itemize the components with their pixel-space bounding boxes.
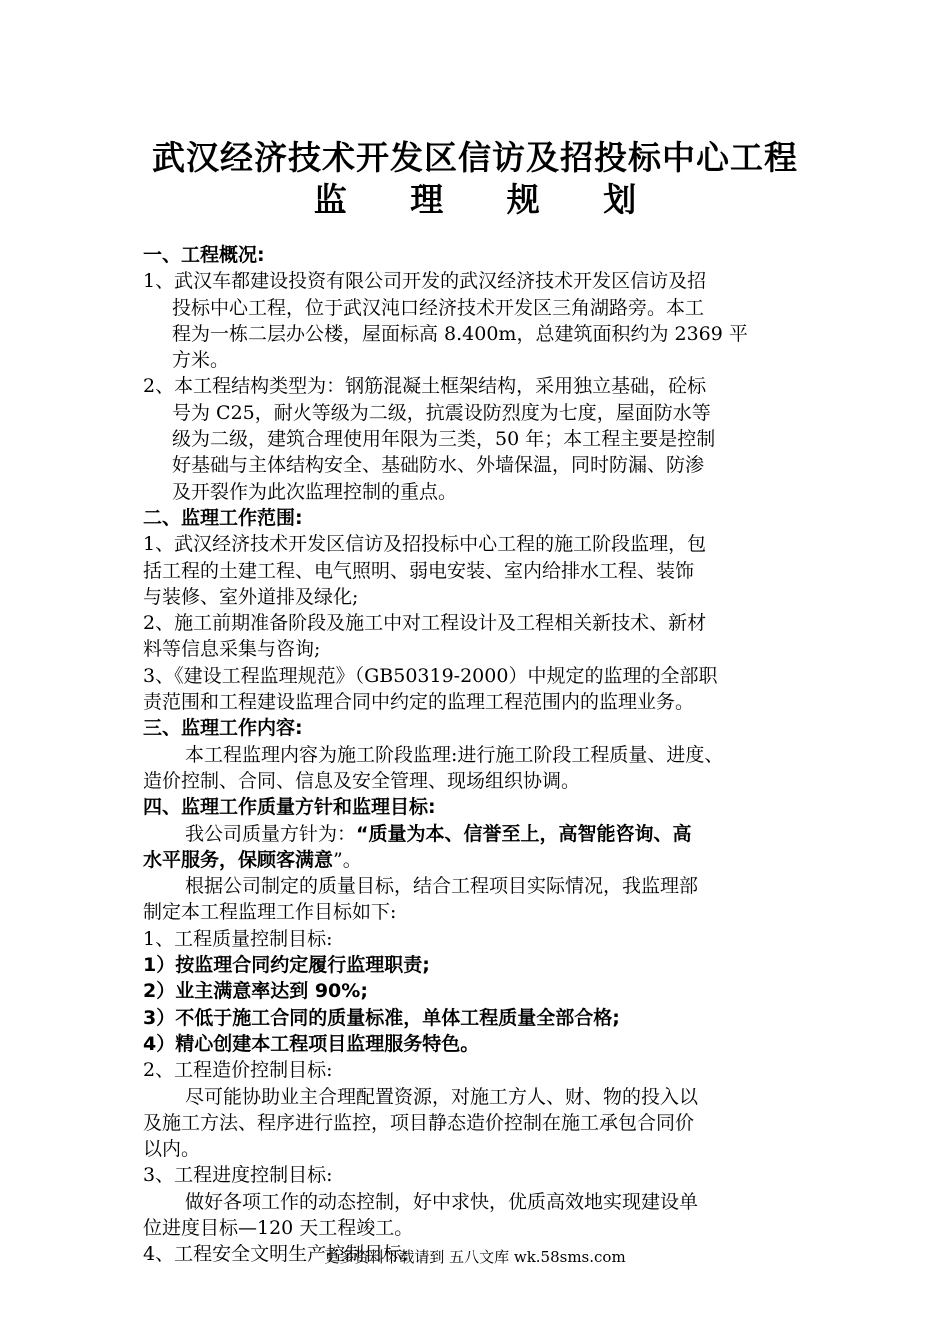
paragraph-line: 及开裂作为此次监理控制的重点。 xyxy=(172,480,458,503)
quality-goal-label: 1、工程质量控制目标: xyxy=(143,927,333,950)
document-subtitle: 监 理 规 划 xyxy=(313,180,663,219)
quality-goal-item: 2）业主满意率达到 90%; xyxy=(143,980,368,1003)
quality-goal-item: 1）按监理合同约定履行监理职责; xyxy=(143,954,430,977)
paragraph-line: 2、本工程结构类型为：钢筋混凝土框架结构，采用独立基础，砼标 xyxy=(143,375,707,398)
policy-prefix: 我公司质量方针为： xyxy=(185,822,357,845)
paragraph-line: 本工程监理内容为施工阶段监理:进行施工阶段工程质量、进度、 xyxy=(185,743,724,766)
safety-goal-label: 4、工程安全文明生产控制目标: xyxy=(143,1243,409,1266)
paragraph-line: 责范围和工程建设监理合同中约定的监理工程范围内的监理业务。 xyxy=(143,691,695,714)
paragraph-line: 与装修、室外道排及绿化; xyxy=(143,585,359,608)
schedule-goal-label: 3、工程进度控制目标: xyxy=(143,1164,333,1187)
paragraph-line: 1、武汉经济技术开发区信访及招投标中心工程的施工阶段监理，包 xyxy=(143,533,707,556)
paragraph-line: 号为 C25，耐火等级为二级，抗震设防烈度为七度，屋面防水等 xyxy=(172,401,711,424)
quality-goal-item: 3）不低于施工合同的质量标准，单体工程质量全部合格; xyxy=(143,1006,620,1029)
quality-policy-line xyxy=(143,847,823,873)
section-2-heading: 二、监理工作范围: xyxy=(143,506,303,529)
paragraph-line: 投标中心工程，位于武汉沌口经济技术开发区三角湖路旁。本工 xyxy=(172,296,705,319)
quality-goal-item: 4）精心创建本工程项目监理服务特色。 xyxy=(143,1032,480,1055)
policy-bold: 水平服务，保顾客满意 xyxy=(143,848,334,871)
section-1-heading: 一、工程概况: xyxy=(143,244,265,266)
paragraph-line: 根据公司制定的质量目标，结合工程项目实际情况，我监理部 xyxy=(185,875,699,898)
paragraph-line: 方米。 xyxy=(172,349,230,372)
paragraph-line: 2、施工前期准备阶段及施工中对工程设计及工程相关新技术、新材 xyxy=(143,612,707,635)
policy-bold: “质量为本、信誉至上，高智能咨询、高 xyxy=(356,822,692,845)
paragraph-line: 好基础与主体结构安全、基础防水、外墙保温，同时防漏、防渗 xyxy=(172,454,705,477)
paragraph-line: 位进度目标—120 天工程竣工。 xyxy=(143,1216,414,1239)
paragraph-line: 1、武汉车都建设投资有限公司开发的武汉经济技术开发区信访及招 xyxy=(143,270,707,293)
paragraph-line: 3、《建设工程监理规范》（GB50319-2000）中规定的监理的全部职 xyxy=(143,664,718,687)
paragraph-line: 以内。 xyxy=(143,1138,201,1161)
paragraph-line: 及施工方法、程序进行监控，项目静态造价控制在施工承包合同价 xyxy=(143,1111,695,1134)
paragraph-line: 制定本工程监理工作目标如下: xyxy=(143,901,397,924)
paragraph-line: 括工程的土建工程、电气照明、弱电安装、室内给排水工程、装饰 xyxy=(143,559,695,582)
document-title: 武汉经济技术开发区信访及招投标中心工程 xyxy=(152,138,798,177)
paragraph-line: 程为一栋二层办公楼，屋面标高 8.400m，总建筑面积约为 2369 平 xyxy=(172,322,748,345)
paragraph-line: 级为二级，建筑合理使用年限为三类，50 年；本工程主要是控制 xyxy=(172,428,716,451)
quality-policy-line xyxy=(143,821,823,847)
paragraph-line: 料等信息采集与咨询; xyxy=(143,638,321,661)
policy-suffix: ”。 xyxy=(333,848,362,871)
document-body xyxy=(143,242,823,1268)
paragraph-line: 尽可能协助业主合理配置资源，对施工方人、财、物的投入以 xyxy=(185,1085,699,1108)
footer-note: 更多资料下载请到 五八文库 wk.58sms.com xyxy=(324,1248,626,1266)
paragraph-line: 造价控制、合同、信息及安全管理、现场组织协调。 xyxy=(143,769,581,792)
section-3-heading: 三、监理工作内容: xyxy=(143,717,303,740)
paragraph-line: 做好各项工作的动态控制，好中求快，优质高效地实现建设单 xyxy=(185,1190,699,1213)
cost-goal-label: 2、工程造价控制目标: xyxy=(143,1059,333,1082)
section-4-heading: 四、监理工作质量方针和监理目标: xyxy=(143,796,436,819)
